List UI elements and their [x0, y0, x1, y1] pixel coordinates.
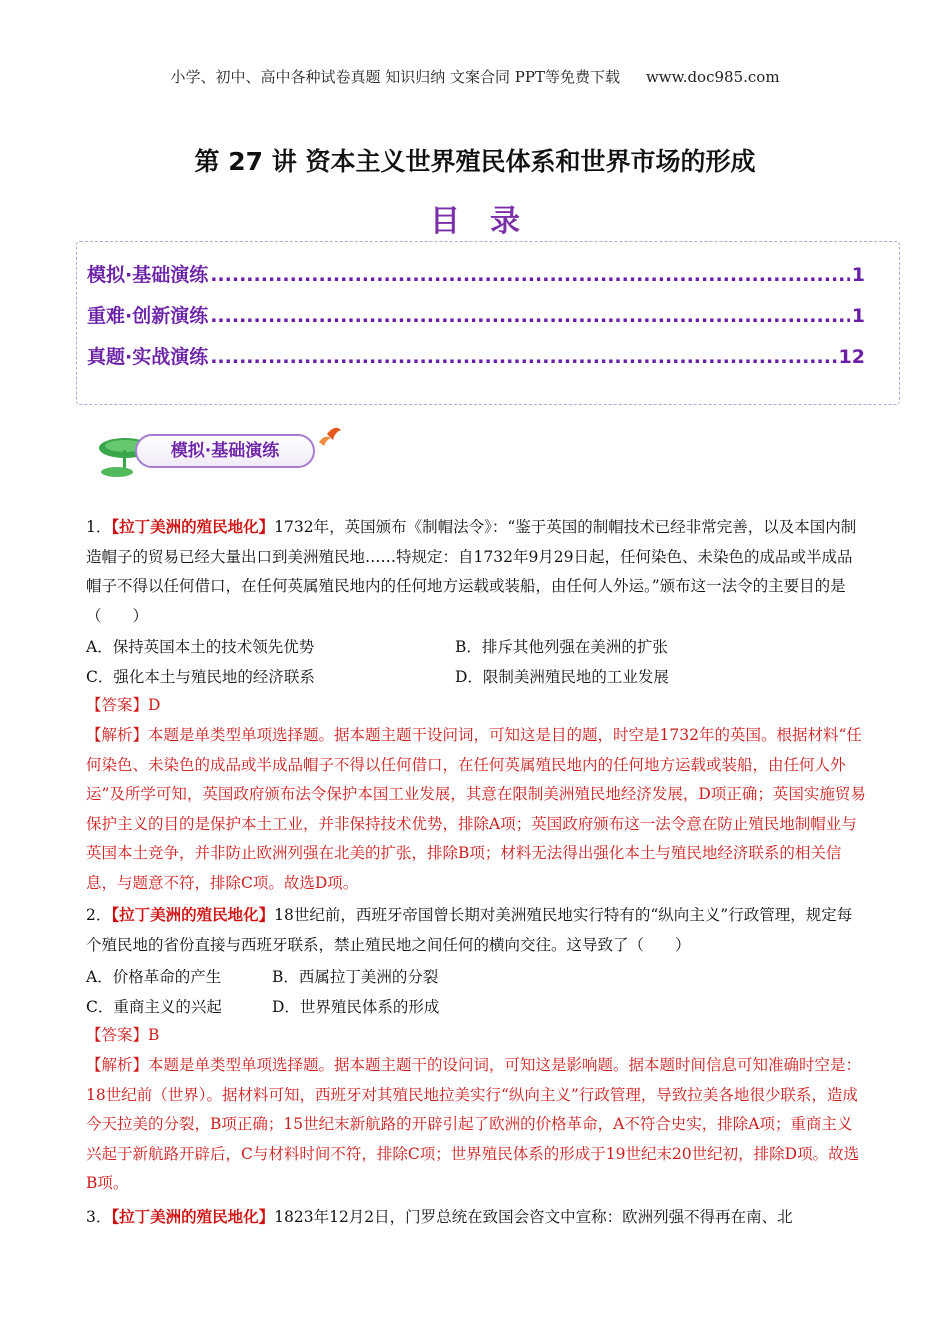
site-header	[0, 66, 950, 87]
analysis-1	[86, 721, 866, 898]
toc-leader-dots	[210, 264, 850, 286]
toc-item-label: 重难·创新演练	[87, 305, 209, 327]
question-stem: 1732年，英国颁布《制帽法令》：“鉴于英国的制帽技术已经非常完善，以及本国内制造帽子的贸易已经大量出口到美洲殖民地……特规定：自1732年9月29日起，任何染色、未染色的成品或半成品帽子不得以任何借口，在任何英属殖民地内的任何地方运载或装船，由任何人外运。”颁布这一法令的主要目的是（ ）	[86, 518, 857, 625]
question-1	[86, 513, 866, 631]
question-number: 1．	[86, 518, 112, 536]
page-title: 第 27 讲 资本主义世界殖民体系和世界市场的形成	[194, 147, 756, 176]
header-text: 小学、初中、高中各种试卷真题 知识归纳 文案合同 PPT等免费下载	[170, 68, 620, 86]
answer-1: 【答案】D	[86, 696, 161, 714]
toc-leader-dots	[210, 346, 836, 368]
option-d[interactable]: D．限制美洲殖民地的工业发展	[455, 668, 669, 686]
toc-item-page: 12	[838, 346, 865, 368]
question-number: 2．	[86, 906, 112, 924]
toc-item-label: 模拟·基础演练	[87, 264, 209, 286]
option-b[interactable]: B．西属拉丁美洲的分裂	[272, 968, 439, 986]
toc-item-basic[interactable]	[87, 260, 865, 287]
question-stem: 18世纪前，西班牙帝国曾长期对美洲殖民地实行特有的“纵向主义”行政管理，规定每个殖民地的省份直接与西班牙联系，禁止殖民地之间任何的横向交往。这导致了（ ）	[86, 906, 853, 954]
toc-item-page: 1	[851, 305, 865, 327]
toc-item-page: 1	[851, 264, 865, 286]
analysis-text: 本题是单类型单项选择题。据本题主题干设问词，可知这是目的题，时空是1732年的英国。根据材料“任何染色、未染色的成品或半成品帽子不得以任何借口，在任何英属殖民地内的任何地方运载或装船，由任何人外运”及所学可知，英国政府颁布法令保护本国工业发展，其意在限制美洲殖民地经济发展，D项正确；英国实施贸易保护主义的目的是保护本土工业，并非保持技术优势，排除A项；英国政府颁布这一法令意在防止殖民地制帽业与英国本土竞争，并非防止欧洲列强在北美的扩张，排除B项；材料无法得出强化本土与殖民地经济联系的相关信息，与题意不符，排除C项。故选D项。	[86, 726, 866, 892]
option-c[interactable]: C．强化本土与殖民地的经济联系	[86, 668, 315, 686]
analysis-tag: 【解析】	[86, 726, 149, 744]
question-3	[86, 1203, 866, 1233]
answer-2: 【答案】B	[86, 1026, 160, 1044]
analysis-2	[86, 1051, 866, 1199]
option-d[interactable]: D．世界殖民体系的形成	[272, 998, 440, 1016]
option-c[interactable]: C．重商主义的兴起	[86, 998, 222, 1016]
section-badge-label: 模拟·基础演练	[135, 434, 315, 468]
header-url[interactable]: www.doc985.com	[645, 68, 780, 86]
question-tag: 【拉丁美洲的殖民地化】	[111, 906, 275, 924]
question-number: 3．	[86, 1208, 112, 1226]
analysis-tag: 【解析】	[86, 1056, 149, 1074]
toc-item-real[interactable]	[87, 342, 865, 369]
question-2	[86, 901, 866, 960]
toc-leader-dots	[210, 305, 850, 327]
toc-title: 目录	[430, 204, 550, 239]
option-a[interactable]: A．保持英国本土的技术领先优势	[86, 638, 315, 656]
question-stem: 1823年12月2日，门罗总统在致国会咨文中宣称：欧洲列强不得再在南、北	[274, 1208, 793, 1226]
question-tag: 【拉丁美洲的殖民地化】	[111, 1208, 275, 1226]
section-badge	[95, 420, 345, 482]
table-of-contents	[76, 241, 900, 405]
question-tag: 【拉丁美洲的殖民地化】	[111, 518, 275, 536]
toc-item-advanced[interactable]	[87, 301, 865, 328]
toc-item-label: 真题·实战演练	[87, 346, 209, 368]
analysis-text: 本题是单类型单项选择题。据本题主题干的设问词，可知这是影响题。据本题时间信息可知准确时空是：18世纪前（世界）。据材料可知，西班牙对其殖民地拉美实行“纵向主义”行政管理，导致拉美各地很少联系，造成今天拉美的分裂，B项正确；15世纪末新航路的开辟引起了欧洲的价格革命，A不符合史实，排除A项；重商主义兴起于新航路开辟后，C与材料时间不符，排除C项；世界殖民体系的形成于19世纪末20世纪初，排除D项。故选B项。	[86, 1056, 862, 1192]
option-a[interactable]: A．价格革命的产生	[86, 968, 222, 986]
option-b[interactable]: B．排斥其他列强在美洲的扩张	[455, 638, 668, 656]
